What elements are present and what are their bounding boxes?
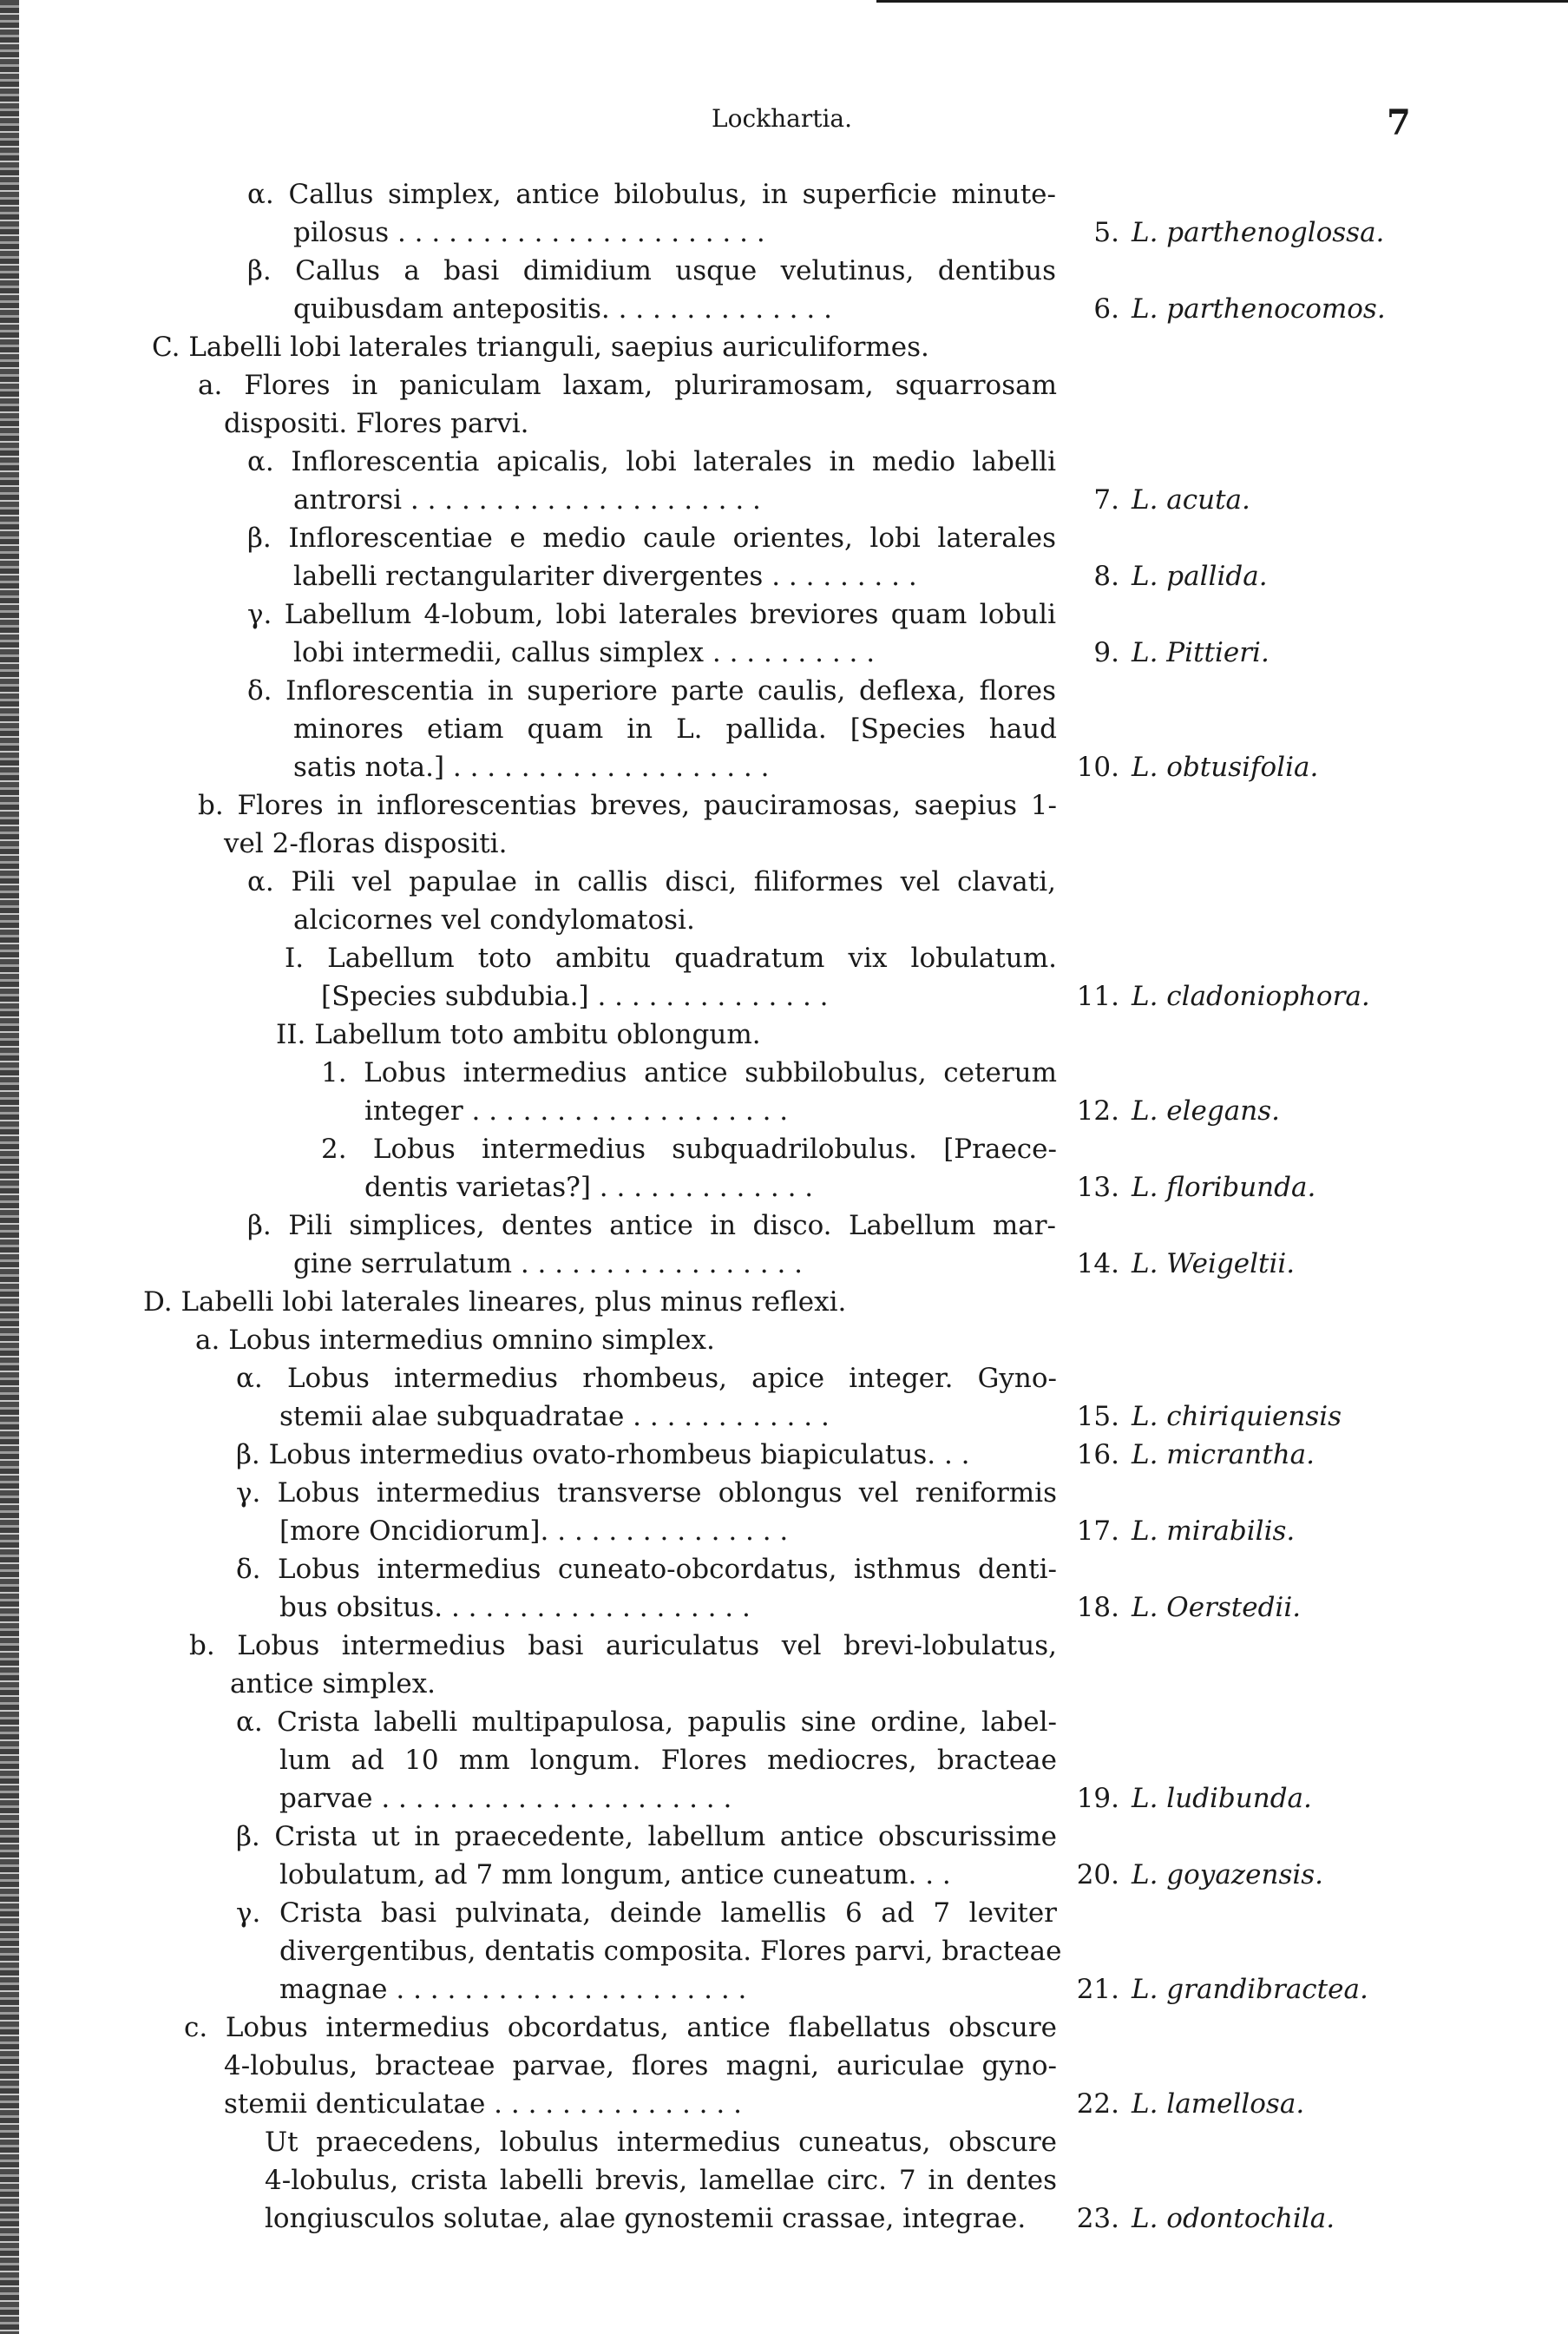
species-number: 14.: [1076, 1248, 1119, 1279]
key-line: minores etiam quam in L. pallida. [Species haud: [293, 713, 1057, 745]
species-number: 19.: [1076, 1783, 1119, 1814]
key-line: 4-lobulus, crista labelli brevis, lamellae circ. 7 in dentes: [265, 2165, 1057, 2196]
species-number: 22.: [1076, 2088, 1119, 2120]
key-line: quibusdam antepositis. . . . . . . . . . . . . .: [293, 293, 832, 325]
key-line: a. Lobus intermedius omnino simplex.: [195, 1325, 715, 1356]
species-name: L. acuta.: [1132, 484, 1250, 516]
species-name: L. parthenocomos.: [1132, 293, 1386, 325]
key-line: antice simplex.: [230, 1668, 436, 1700]
species-entry: [1060, 1592, 1301, 1623]
species-number: 9.: [1093, 637, 1119, 668]
species-entry: [1060, 1859, 1323, 1890]
species-entry: [1060, 484, 1250, 516]
key-line: alcicornes vel condylomatosi.: [293, 904, 695, 936]
species-name: L. Oerstedii.: [1132, 1592, 1302, 1623]
key-line: 1. Lobus intermedius antice subbilobulus, ceterum: [321, 1057, 1057, 1088]
key-line: γ. Labellum 4-lobum, lobi laterales breviores quam lobuli: [247, 599, 1056, 630]
species-entry: [1060, 1095, 1280, 1127]
key-line: antrorsi . . . . . . . . . . . . . . . . . . . . .: [293, 484, 761, 516]
key-line: integer . . . . . . . . . . . . . . . . . . .: [364, 1095, 789, 1127]
key-line: Ut praecedens, lobulus intermedius cuneatus, obscure: [265, 2127, 1057, 2158]
species-entry: [1060, 2088, 1304, 2120]
species-entry: [1060, 1783, 1312, 1814]
species-number: 20.: [1076, 1859, 1119, 1890]
species-number: 12.: [1076, 1095, 1119, 1127]
species-name: L. grandibractea.: [1132, 1974, 1368, 2005]
species-entry: [1060, 752, 1318, 783]
species-number: 7.: [1093, 484, 1119, 516]
species-entry: [1060, 217, 1384, 248]
species-number: 11.: [1076, 981, 1119, 1012]
key-line: a. Flores in paniculam laxam, pluriramosam, squarrosam: [198, 370, 1057, 401]
key-line: pilosus . . . . . . . . . . . . . . . . . . . . . .: [293, 217, 765, 248]
key-line: α. Inflorescentia apicalis, lobi laterales in medio labelli: [247, 446, 1056, 477]
species-number: 10.: [1076, 752, 1119, 783]
species-name: L. Weigeltii.: [1132, 1248, 1296, 1279]
species-number: 16.: [1076, 1439, 1119, 1470]
key-line: C. Labelli lobi laterales trianguli, saepius auriculiformes.: [152, 332, 929, 363]
species-entry: [1060, 561, 1268, 592]
key-line: labelli rectangulariter divergentes . . . . . . . . .: [293, 561, 917, 592]
key-line: β. Inflorescentiae e medio caule orientes, lobi laterales: [247, 523, 1056, 554]
species-name: L. parthenoglossa.: [1132, 217, 1385, 248]
species-entry: [1060, 1248, 1295, 1279]
species-name: L. mirabilis.: [1132, 1515, 1296, 1547]
species-entry: [1060, 1515, 1295, 1547]
species-entry: [1060, 981, 1370, 1012]
species-name: L. cladoniophora.: [1132, 981, 1370, 1012]
key-line: b. Lobus intermedius basi auriculatus vel brevi-lobulatus,: [189, 1630, 1057, 1661]
key-line: stemii denticulatae . . . . . . . . . . . . . . .: [224, 2088, 742, 2120]
key-line: α. Crista labelli multipapulosa, papulis sine ordine, label-: [236, 1706, 1057, 1738]
key-line: δ. Lobus intermedius cuneato-obcordatus, isthmus denti-: [236, 1554, 1057, 1585]
key-line: α. Pili vel papulae in callis disci, filiformes vel clavati,: [247, 866, 1056, 897]
species-number: 5.: [1093, 217, 1119, 248]
page-number: 7: [1387, 102, 1411, 143]
key-line: divergentibus, dentatis composita. Flores parvi, bracteae: [279, 1936, 1062, 1967]
key-line: γ. Crista basi pulvinata, deinde lamellis 6 ad 7 leviter: [236, 1897, 1057, 1929]
key-line: lobi intermedii, callus simplex . . . . . . . . . .: [293, 637, 876, 668]
key-line: β. Lobus intermedius ovato-rhombeus biapiculatus. . .: [236, 1439, 970, 1470]
species-entry: [1060, 1439, 1315, 1470]
key-line: bus obsitus. . . . . . . . . . . . . . . . . . .: [279, 1592, 751, 1623]
species-number: 21.: [1076, 1974, 1119, 2005]
key-line: gine serrulatum . . . . . . . . . . . . . . . . .: [293, 1248, 804, 1279]
key-line: parvae . . . . . . . . . . . . . . . . . . . . .: [279, 1783, 732, 1814]
key-line: β. Crista ut in praecedente, labellum antice obscurissime: [236, 1821, 1057, 1852]
species-number: 6.: [1093, 293, 1119, 325]
key-line: c. Lobus intermedius obcordatus, antice flabellatus obscure: [184, 2012, 1057, 2043]
key-line: longiusculos solutae, alae gynostemii crassae, integrae.: [265, 2203, 1027, 2234]
key-line: I. Labellum toto ambitu quadratum vix lobulatum.: [285, 943, 1057, 974]
key-line: dentis varietas?] . . . . . . . . . . . . .: [364, 1172, 814, 1203]
species-entry: [1060, 1974, 1368, 2005]
species-number: 15.: [1076, 1401, 1119, 1432]
species-name: L. lamellosa.: [1132, 2088, 1305, 2120]
key-line: α. Lobus intermedius rhombeus, apice integer. Gyno-: [236, 1363, 1057, 1394]
key-line: β. Pili simplices, dentes antice in disco. Labellum mar-: [247, 1210, 1056, 1241]
species-name: L. goyazensis.: [1132, 1859, 1324, 1890]
species-number: 17.: [1076, 1515, 1119, 1547]
species-number: 18.: [1076, 1592, 1119, 1623]
running-header-title: Lockhartia.: [712, 104, 853, 133]
species-name: L. floribunda.: [1132, 1172, 1316, 1203]
key-line: δ. Inflorescentia in superiore parte caulis, deflexa, flores: [247, 675, 1056, 707]
species-name: L. Pittieri.: [1132, 637, 1269, 668]
key-line: stemii alae subquadratae . . . . . . . . . . . .: [279, 1401, 830, 1432]
species-name: L. obtusifolia.: [1132, 752, 1319, 783]
species-name: L. ludibunda.: [1132, 1783, 1312, 1814]
species-entry: [1060, 2203, 1335, 2234]
species-entry: [1060, 293, 1386, 325]
species-number: 8.: [1093, 561, 1119, 592]
key-line: α. Callus simplex, antice bilobulus, in superficie minute-: [247, 179, 1056, 210]
key-line: [Species subdubia.] . . . . . . . . . . . . . .: [321, 981, 829, 1012]
species-name: L. chiriquiensis: [1132, 1401, 1342, 1432]
key-line: dispositi. Flores parvi.: [224, 408, 529, 439]
key-line: b. Flores in inflorescentias breves, pauciramosas, saepius 1-: [198, 790, 1057, 821]
key-line: 4-lobulus, bracteae parvae, flores magni, auriculae gyno-: [224, 2050, 1057, 2081]
species-name: L. micrantha.: [1132, 1439, 1315, 1470]
key-line: β. Callus a basi dimidium usque velutinus, dentibus: [247, 255, 1056, 286]
key-line: lobulatum, ad 7 mm longum, antice cuneatum. . .: [279, 1859, 951, 1890]
species-entry: [1060, 1172, 1315, 1203]
key-line: [more Oncidiorum]. . . . . . . . . . . . . . .: [279, 1515, 789, 1547]
species-entry: [1060, 637, 1269, 668]
key-line: magnae . . . . . . . . . . . . . . . . . . . . .: [279, 1974, 747, 2005]
species-name: L. odontochila.: [1132, 2203, 1335, 2234]
key-line: satis nota.] . . . . . . . . . . . . . . . . . . .: [293, 752, 770, 783]
species-number: 13.: [1076, 1172, 1119, 1203]
species-name: L. elegans.: [1132, 1095, 1280, 1127]
species-entry: [1060, 1401, 1342, 1432]
key-line: II. Labellum toto ambitu oblongum.: [276, 1019, 761, 1050]
species-name: L. pallida.: [1132, 561, 1268, 592]
key-line: 2. Lobus intermedius subquadrilobulus. [Praece-: [321, 1134, 1057, 1165]
key-line: vel 2-floras dispositi.: [224, 828, 508, 859]
species-number: 23.: [1076, 2203, 1119, 2234]
key-line: lum ad 10 mm longum. Flores mediocres, bracteae: [279, 1745, 1057, 1776]
key-line: γ. Lobus intermedius transverse oblongus vel reniformis: [236, 1477, 1057, 1509]
key-line: D. Labelli lobi laterales lineares, plus minus reflexi.: [143, 1286, 847, 1318]
